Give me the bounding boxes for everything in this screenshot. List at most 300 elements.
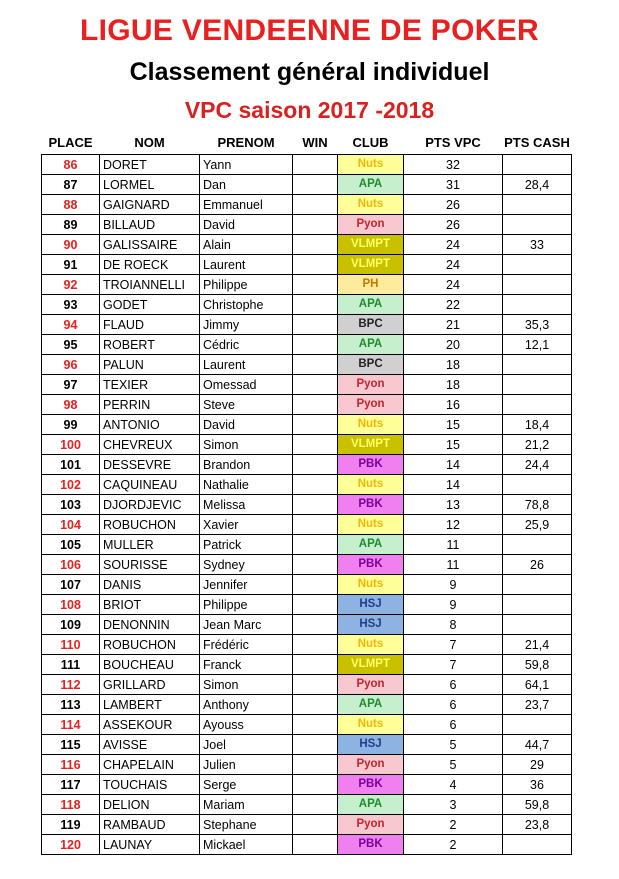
pts-cash-cell <box>503 715 572 735</box>
club-cell <box>338 575 404 595</box>
club-cell <box>338 655 404 675</box>
win-cell <box>293 715 338 735</box>
club-badge: PH <box>338 275 403 294</box>
pts-cash-cell: 23,7 <box>503 695 572 715</box>
pts-cash-cell: 24,4 <box>503 455 572 475</box>
table-row <box>42 195 572 215</box>
club-badge: PBK <box>338 775 403 794</box>
club-badge: Nuts <box>338 715 403 734</box>
nom-cell: TROIANNELLI <box>100 275 200 295</box>
place-cell: 107 <box>42 575 100 595</box>
ranking-table <box>41 130 572 855</box>
pts-vpc-cell: 14 <box>404 455 503 475</box>
nom-cell: TEXIER <box>100 375 200 395</box>
nom-cell: MULLER <box>100 535 200 555</box>
pts-vpc-cell: 11 <box>404 535 503 555</box>
win-cell <box>293 415 338 435</box>
club-cell <box>338 215 404 235</box>
club-cell <box>338 195 404 215</box>
club-badge: PBK <box>338 835 403 854</box>
nom-cell: SOURISSE <box>100 555 200 575</box>
table-row <box>42 555 572 575</box>
pts-cash-cell <box>503 835 572 855</box>
place-cell: 99 <box>42 415 100 435</box>
club-badge: Nuts <box>338 575 403 594</box>
nom-cell: LAUNAY <box>100 835 200 855</box>
pts-cash-cell <box>503 215 572 235</box>
nom-cell: BRIOT <box>100 595 200 615</box>
column-header-club: CLUB <box>352 134 389 150</box>
nom-cell: DE ROECK <box>100 255 200 275</box>
pts-vpc-cell: 15 <box>404 435 503 455</box>
table-row <box>42 415 572 435</box>
nom-cell: LAMBERT <box>100 695 200 715</box>
table-row <box>42 795 572 815</box>
win-cell <box>293 595 338 615</box>
pts-vpc-cell: 6 <box>404 695 503 715</box>
club-cell <box>338 795 404 815</box>
club-cell <box>338 395 404 415</box>
pts-vpc-cell: 26 <box>404 195 503 215</box>
prenom-cell: Jennifer <box>200 575 293 595</box>
prenom-cell: David <box>200 215 293 235</box>
win-cell <box>293 795 338 815</box>
place-cell: 112 <box>42 675 100 695</box>
club-badge: Nuts <box>338 475 403 494</box>
pts-vpc-cell: 14 <box>404 475 503 495</box>
prenom-cell: Serge <box>200 775 293 795</box>
document-subtitle: Classement général individuel <box>129 58 490 86</box>
pts-vpc-cell: 7 <box>404 655 503 675</box>
prenom-cell: Ayouss <box>200 715 293 735</box>
pts-vpc-cell: 24 <box>404 255 503 275</box>
win-cell <box>293 215 338 235</box>
pts-vpc-cell: 11 <box>404 555 503 575</box>
prenom-cell: Cédric <box>200 335 293 355</box>
table-row <box>42 755 572 775</box>
club-cell <box>338 815 404 835</box>
table-row <box>42 295 572 315</box>
win-cell <box>293 575 338 595</box>
win-cell <box>293 375 338 395</box>
prenom-cell: Nathalie <box>200 475 293 495</box>
win-cell <box>293 235 338 255</box>
pts-cash-cell: 21,2 <box>503 435 572 455</box>
header-row <box>42 130 572 155</box>
prenom-cell: Joel <box>200 735 293 755</box>
pts-vpc-cell: 8 <box>404 615 503 635</box>
nom-cell: GRILLARD <box>100 675 200 695</box>
table-row <box>42 735 572 755</box>
pts-cash-cell: 23,8 <box>503 815 572 835</box>
table-row <box>42 155 572 175</box>
prenom-cell: Sydney <box>200 555 293 575</box>
table-row <box>42 775 572 795</box>
nom-cell: GALISSAIRE <box>100 235 200 255</box>
pts-vpc-cell: 32 <box>404 155 503 175</box>
ranking-table-body <box>42 155 572 855</box>
club-badge: BPC <box>338 355 403 374</box>
win-cell <box>293 735 338 755</box>
pts-vpc-cell: 31 <box>404 175 503 195</box>
pts-cash-cell <box>503 275 572 295</box>
table-row <box>42 495 572 515</box>
pts-vpc-cell: 13 <box>404 495 503 515</box>
table-row <box>42 575 572 595</box>
pts-cash-cell: 33 <box>503 235 572 255</box>
place-cell: 97 <box>42 375 100 395</box>
prenom-cell: Omessad <box>200 375 293 395</box>
prenom-cell: Yann <box>200 155 293 175</box>
win-cell <box>293 335 338 355</box>
pts-cash-cell: 78,8 <box>503 495 572 515</box>
prenom-cell: Julien <box>200 755 293 775</box>
prenom-cell: Patrick <box>200 535 293 555</box>
club-badge: PBK <box>338 555 403 574</box>
place-cell: 111 <box>42 655 100 675</box>
place-cell: 105 <box>42 535 100 555</box>
place-cell: 100 <box>42 435 100 455</box>
club-badge: HSJ <box>338 735 403 754</box>
place-cell: 103 <box>42 495 100 515</box>
prenom-cell: Mickael <box>200 835 293 855</box>
club-badge: BPC <box>338 315 403 334</box>
pts-cash-cell <box>503 355 572 375</box>
place-cell: 104 <box>42 515 100 535</box>
nom-cell: ASSEKOUR <box>100 715 200 735</box>
win-cell <box>293 835 338 855</box>
win-cell <box>293 635 338 655</box>
table-row <box>42 515 572 535</box>
nom-cell: CAQUINEAU <box>100 475 200 495</box>
table-row <box>42 835 572 855</box>
pts-cash-cell <box>503 575 572 595</box>
prenom-cell: Laurent <box>200 255 293 275</box>
table-row <box>42 675 572 695</box>
club-badge: APA <box>338 335 403 354</box>
pts-vpc-cell: 4 <box>404 775 503 795</box>
nom-cell: PERRIN <box>100 395 200 415</box>
prenom-cell: Brandon <box>200 455 293 475</box>
win-cell <box>293 675 338 695</box>
club-badge: VLMPT <box>338 435 403 454</box>
club-badge: APA <box>338 535 403 554</box>
win-cell <box>293 315 338 335</box>
nom-cell: BILLAUD <box>100 215 200 235</box>
pts-vpc-cell: 26 <box>404 215 503 235</box>
place-cell: 90 <box>42 235 100 255</box>
club-badge: Nuts <box>338 635 403 654</box>
prenom-cell: Philippe <box>200 595 293 615</box>
nom-cell: GAIGNARD <box>100 195 200 215</box>
table-row <box>42 435 572 455</box>
club-badge: VLMPT <box>338 655 403 674</box>
win-cell <box>293 535 338 555</box>
pts-cash-cell: 28,4 <box>503 175 572 195</box>
win-cell <box>293 695 338 715</box>
table-row <box>42 215 572 235</box>
place-cell: 115 <box>42 735 100 755</box>
win-cell <box>293 515 338 535</box>
club-cell <box>338 415 404 435</box>
club-cell <box>338 715 404 735</box>
nom-cell: DORET <box>100 155 200 175</box>
prenom-cell: David <box>200 415 293 435</box>
win-cell <box>293 195 338 215</box>
club-badge: VLMPT <box>338 235 403 254</box>
win-cell <box>293 295 338 315</box>
pts-cash-cell: 59,8 <box>503 655 572 675</box>
club-cell <box>338 555 404 575</box>
win-cell <box>293 815 338 835</box>
table-row <box>42 315 572 335</box>
pts-cash-cell: 26 <box>503 555 572 575</box>
table-row <box>42 275 572 295</box>
table-row <box>42 255 572 275</box>
pts-cash-cell: 18,4 <box>503 415 572 435</box>
club-cell <box>338 635 404 655</box>
club-badge: PBK <box>338 495 403 514</box>
column-header-win: WIN <box>302 134 328 150</box>
club-badge: Nuts <box>338 415 403 434</box>
club-cell <box>338 775 404 795</box>
club-cell <box>338 615 404 635</box>
place-cell: 110 <box>42 635 100 655</box>
pts-vpc-cell: 21 <box>404 315 503 335</box>
club-cell <box>338 475 404 495</box>
prenom-cell: Frédéric <box>200 635 293 655</box>
pts-cash-cell: 64,1 <box>503 675 572 695</box>
pts-cash-cell <box>503 375 572 395</box>
pts-vpc-cell: 15 <box>404 415 503 435</box>
pts-vpc-cell: 20 <box>404 335 503 355</box>
pts-vpc-cell: 2 <box>404 815 503 835</box>
prenom-cell: Simon <box>200 435 293 455</box>
table-row <box>42 335 572 355</box>
win-cell <box>293 655 338 675</box>
club-cell <box>338 255 404 275</box>
club-cell <box>338 495 404 515</box>
win-cell <box>293 355 338 375</box>
nom-cell: TOUCHAIS <box>100 775 200 795</box>
club-cell <box>338 535 404 555</box>
table-row <box>42 655 572 675</box>
pts-cash-cell <box>503 595 572 615</box>
table-row <box>42 715 572 735</box>
table-row <box>42 395 572 415</box>
win-cell <box>293 555 338 575</box>
column-header-nom: NOM <box>134 134 165 150</box>
prenom-cell: Xavier <box>200 515 293 535</box>
nom-cell: ROBUCHON <box>100 635 200 655</box>
column-header-place: PLACE <box>48 134 93 150</box>
place-cell: 87 <box>42 175 100 195</box>
season-label: VPC saison 2017 -2018 <box>184 97 435 123</box>
place-cell: 92 <box>42 275 100 295</box>
club-badge: Pyon <box>338 395 403 414</box>
win-cell <box>293 455 338 475</box>
column-header-prenom: PRENOM <box>217 134 275 150</box>
club-badge: Pyon <box>338 815 403 834</box>
place-cell: 89 <box>42 215 100 235</box>
win-cell <box>293 255 338 275</box>
club-badge: Nuts <box>338 515 403 534</box>
place-cell: 116 <box>42 755 100 775</box>
club-badge: HSJ <box>338 595 403 614</box>
table-row <box>42 355 572 375</box>
pts-cash-cell <box>503 395 572 415</box>
column-header-pts-cash: PTS CASH <box>504 134 570 150</box>
pts-vpc-cell: 5 <box>404 735 503 755</box>
club-cell <box>338 515 404 535</box>
pts-cash-cell <box>503 615 572 635</box>
place-cell: 119 <box>42 815 100 835</box>
table-row <box>42 695 572 715</box>
pts-cash-cell: 35,3 <box>503 315 572 335</box>
nom-cell: DJORDJEVIC <box>100 495 200 515</box>
place-cell: 95 <box>42 335 100 355</box>
club-badge: APA <box>338 295 403 314</box>
place-cell: 94 <box>42 315 100 335</box>
pts-vpc-cell: 6 <box>404 675 503 695</box>
place-cell: 114 <box>42 715 100 735</box>
nom-cell: FLAUD <box>100 315 200 335</box>
table-row <box>42 615 572 635</box>
club-cell <box>338 735 404 755</box>
pts-cash-cell: 12,1 <box>503 335 572 355</box>
club-badge: Pyon <box>338 215 403 234</box>
club-badge: APA <box>338 695 403 714</box>
prenom-cell: Christophe <box>200 295 293 315</box>
nom-cell: DESSEVRE <box>100 455 200 475</box>
win-cell <box>293 495 338 515</box>
place-cell: 102 <box>42 475 100 495</box>
pts-vpc-cell: 18 <box>404 375 503 395</box>
club-cell <box>338 275 404 295</box>
nom-cell: ROBERT <box>100 335 200 355</box>
place-cell: 117 <box>42 775 100 795</box>
nom-cell: AVISSE <box>100 735 200 755</box>
club-cell <box>338 175 404 195</box>
pts-cash-cell <box>503 255 572 275</box>
place-cell: 106 <box>42 555 100 575</box>
ranking-table-header <box>42 130 572 155</box>
win-cell <box>293 275 338 295</box>
club-badge: Pyon <box>338 755 403 774</box>
pts-vpc-cell: 18 <box>404 355 503 375</box>
place-cell: 109 <box>42 615 100 635</box>
club-cell <box>338 755 404 775</box>
pts-cash-cell: 29 <box>503 755 572 775</box>
pts-vpc-cell: 24 <box>404 275 503 295</box>
place-cell: 88 <box>42 195 100 215</box>
pts-cash-cell: 36 <box>503 775 572 795</box>
win-cell <box>293 475 338 495</box>
pts-vpc-cell: 16 <box>404 395 503 415</box>
prenom-cell: Laurent <box>200 355 293 375</box>
club-cell <box>338 375 404 395</box>
nom-cell: LORMEL <box>100 175 200 195</box>
nom-cell: CHEVREUX <box>100 435 200 455</box>
pts-vpc-cell: 9 <box>404 575 503 595</box>
table-row <box>42 235 572 255</box>
pts-vpc-cell: 12 <box>404 515 503 535</box>
place-cell: 93 <box>42 295 100 315</box>
pts-vpc-cell: 9 <box>404 595 503 615</box>
prenom-cell: Jean Marc <box>200 615 293 635</box>
prenom-cell: Emmanuel <box>200 195 293 215</box>
club-cell <box>338 295 404 315</box>
prenom-cell: Melissa <box>200 495 293 515</box>
nom-cell: DANIS <box>100 575 200 595</box>
table-row <box>42 375 572 395</box>
nom-cell: PALUN <box>100 355 200 375</box>
pts-cash-cell <box>503 155 572 175</box>
pts-cash-cell: 25,9 <box>503 515 572 535</box>
nom-cell: DENONNIN <box>100 615 200 635</box>
nom-cell: DELION <box>100 795 200 815</box>
club-badge: APA <box>338 795 403 814</box>
nom-cell: BOUCHEAU <box>100 655 200 675</box>
pts-cash-cell <box>503 195 572 215</box>
club-cell <box>338 695 404 715</box>
place-cell: 86 <box>42 155 100 175</box>
pts-vpc-cell: 7 <box>404 635 503 655</box>
table-row <box>42 595 572 615</box>
nom-cell: ROBUCHON <box>100 515 200 535</box>
place-cell: 96 <box>42 355 100 375</box>
win-cell <box>293 435 338 455</box>
club-cell <box>338 435 404 455</box>
prenom-cell: Anthony <box>200 695 293 715</box>
prenom-cell: Mariam <box>200 795 293 815</box>
place-cell: 108 <box>42 595 100 615</box>
place-cell: 113 <box>42 695 100 715</box>
win-cell <box>293 615 338 635</box>
pts-vpc-cell: 24 <box>404 235 503 255</box>
pts-vpc-cell: 2 <box>404 835 503 855</box>
place-cell: 120 <box>42 835 100 855</box>
prenom-cell: Jimmy <box>200 315 293 335</box>
prenom-cell: Simon <box>200 675 293 695</box>
club-cell <box>338 455 404 475</box>
club-cell <box>338 235 404 255</box>
club-badge: PBK <box>338 455 403 474</box>
win-cell <box>293 395 338 415</box>
document-title: LIGUE VENDEENNE DE POKER <box>80 14 539 47</box>
pts-cash-cell <box>503 535 572 555</box>
pts-cash-cell: 44,7 <box>503 735 572 755</box>
prenom-cell: Stephane <box>200 815 293 835</box>
club-badge: VLMPT <box>338 255 403 274</box>
club-cell <box>338 595 404 615</box>
table-row <box>42 635 572 655</box>
table-row <box>42 535 572 555</box>
club-cell <box>338 835 404 855</box>
prenom-cell: Alain <box>200 235 293 255</box>
club-cell <box>338 355 404 375</box>
table-row <box>42 455 572 475</box>
win-cell <box>293 175 338 195</box>
column-header-pts-vpc: PTS VPC <box>425 134 481 150</box>
club-badge: HSJ <box>338 615 403 634</box>
pts-vpc-cell: 22 <box>404 295 503 315</box>
pts-vpc-cell: 5 <box>404 755 503 775</box>
table-row <box>42 475 572 495</box>
pts-cash-cell: 21,4 <box>503 635 572 655</box>
prenom-cell: Franck <box>200 655 293 675</box>
club-badge: Pyon <box>338 375 403 394</box>
